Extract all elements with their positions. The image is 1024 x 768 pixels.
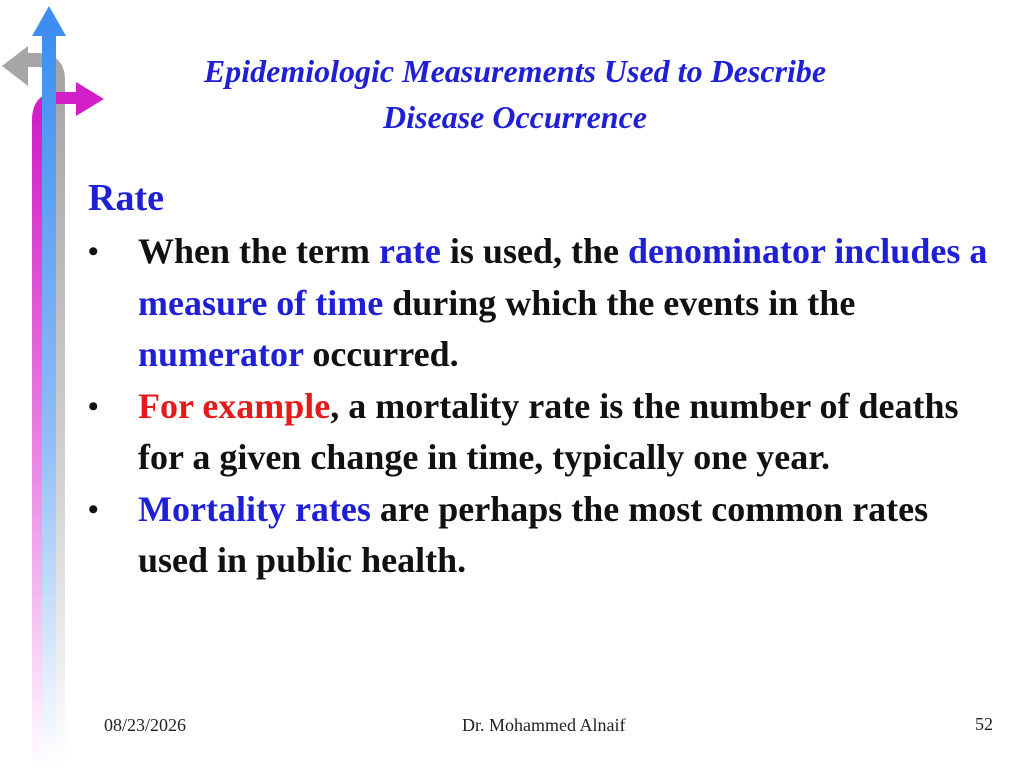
bullet-text-segment: When the term (138, 231, 379, 271)
bullet-icon: • (88, 389, 99, 423)
bullet-item (88, 226, 988, 381)
slide-title-line-1: Epidemiologic Measurements Used to Describe (203, 53, 827, 89)
slide-title (110, 48, 920, 140)
footer-date: 08/23/2026 (104, 715, 187, 735)
bullet-item (88, 484, 988, 587)
bullet-list (88, 226, 988, 587)
bullet-text-highlight: numerator (138, 334, 304, 374)
bullet-text-highlight: rate (378, 231, 441, 271)
bullet-text-highlight: For example (138, 385, 331, 426)
bullet-text-segment: during which the events in the (383, 282, 856, 323)
bullet-text-highlight: Mortality rates (138, 488, 371, 529)
bullet-text-segment: is used, the (440, 231, 628, 271)
bullet-text-segment: are perhaps the most common rates used in public health. (138, 488, 929, 580)
page-number: 52 (975, 714, 993, 734)
bullet-text-highlight: denominator includes a measure of time (138, 231, 988, 323)
footer-author: Dr. Mohammed Alnaif (462, 715, 626, 735)
bullet-text-segment: occurred. (303, 334, 459, 374)
slide-title-line-2: Disease Occurrence (383, 99, 647, 135)
bullet-icon: • (88, 492, 99, 526)
bullet-item (88, 381, 988, 484)
bullet-icon: • (88, 235, 99, 268)
bullet-text-segment: , a mortality rate is the number of deaths for a given change in time, typically one year. (138, 385, 959, 477)
section-heading: Rate (88, 177, 164, 219)
